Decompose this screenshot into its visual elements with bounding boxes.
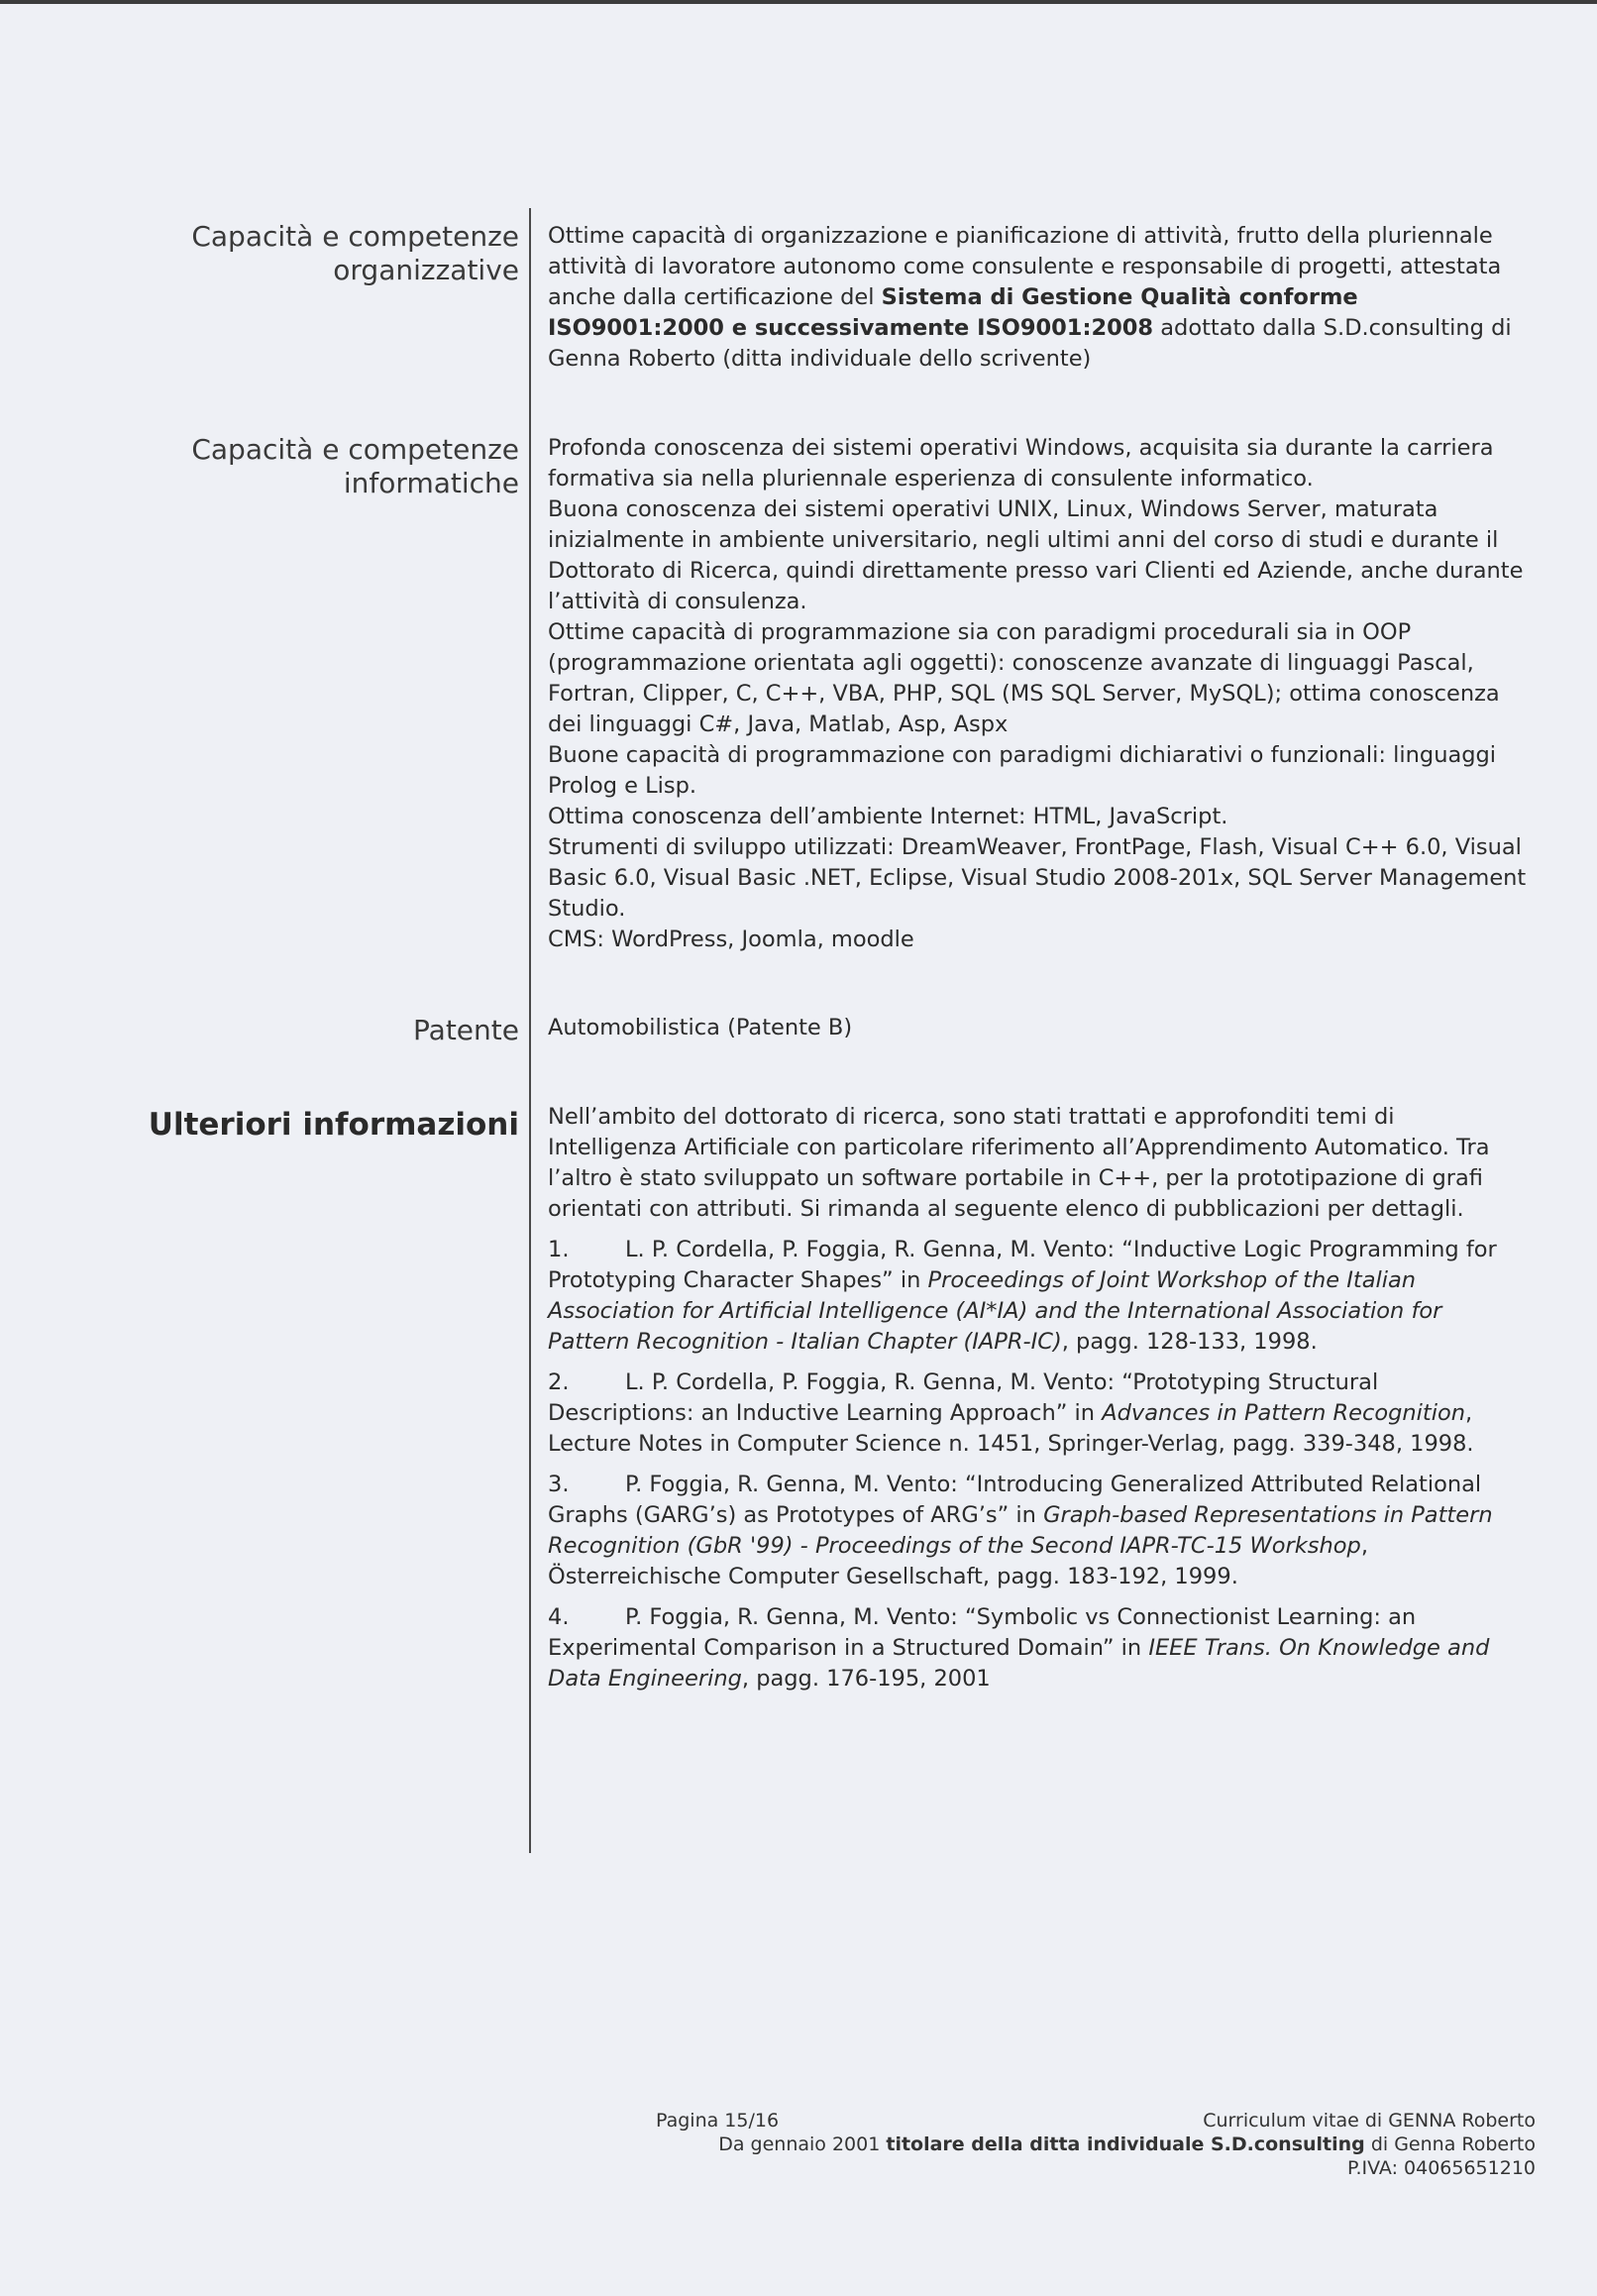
- informatiche-line: Ottima conoscenza dell’ambiente Internet: HTML, JavaScript.: [548, 804, 1228, 829]
- label-informatiche-line1: Capacità e competenze: [191, 433, 519, 466]
- organizzative-paragraph: [548, 221, 1529, 375]
- footer-since-text-b: di Genna Roberto: [1364, 2133, 1536, 2155]
- label-organizzative-line1: Capacità e competenze: [191, 220, 519, 253]
- organizzative-text-a: Ottime capacità di organizzazione e pianificazione di attività, frutto della pluriennale attività di lavoratore autonomo come consulente e responsabile di progetti, attestata anche dalla certificazione del: [548, 223, 1502, 310]
- label-organizzative: [103, 220, 519, 287]
- publication-venue: Graph-based Representations in Pattern Recognition (GbR '99) - Proceedings of the Second IAPR-TC-15 Workshop: [548, 1502, 1493, 1559]
- informatiche-line: Strumenti di sviluppo utilizzati: DreamWeaver, FrontPage, Flash, Visual C++ 6.0, Visual Basic 6.0, Visual Basic .NET, Eclipse, Visual Studio 2008-201x, SQL Server Management Studio.: [548, 834, 1527, 922]
- label-informatiche: [103, 433, 519, 500]
- content-patente: [548, 1013, 1529, 1043]
- publication-number: 4.: [548, 1604, 570, 1630]
- publication-entry: [548, 1470, 1529, 1592]
- patente-text: Automobilistica (Patente B): [548, 1015, 853, 1040]
- publication-entry: [548, 1235, 1529, 1358]
- publication-details: , pagg. 176-195, 2001: [741, 1666, 991, 1692]
- footer-cv-line: Curriculum vitae di GENNA Roberto: [1203, 2110, 1536, 2132]
- publication-entry: [548, 1602, 1529, 1695]
- publication-details: , Lecture Notes in Computer Science n. 1451, Springer-Verlag, pagg. 339-348, 1998.: [548, 1400, 1474, 1457]
- publication-number: 2.: [548, 1369, 570, 1395]
- organizzative-text-b: adottato dalla S.D.consulting di Genna Roberto (ditta individuale dello scrivente): [548, 315, 1512, 372]
- publication-number: 3.: [548, 1472, 570, 1497]
- content-ulteriori: [548, 1102, 1529, 1695]
- informatiche-line: Buone capacità di programmazione con paradigmi dichiarativi o funzionali: linguaggi Prolog e Lisp.: [548, 742, 1497, 799]
- footer-info: [545, 2109, 1536, 2180]
- footer-since-line: [545, 2132, 1536, 2156]
- content-organizzative: [548, 221, 1529, 375]
- publication-details: , pagg. 128-133, 1998.: [1061, 1329, 1318, 1355]
- footer-page-number: Pagina 15/16: [656, 2110, 780, 2132]
- publication-authors: L. P. Cordella, P. Foggia, R. Genna, M. Vento: “Prototyping Structural Descriptions: an Inductive Learning Approach” in: [548, 1369, 1379, 1426]
- informatiche-line: Buona conoscenza dei sistemi operativi UNIX, Linux, Windows Server, maturata inizialmente in ambiente universitario, negli ultimi anni del corso di studi e durante il Dottorato di Ricerca, quindi direttamente presso vari Clienti ed Aziende, anche durante l’attività di consulenza.: [548, 496, 1524, 614]
- footer-piva: P.IVA: 04065651210: [1347, 2157, 1536, 2179]
- publication-authors: P. Foggia, R. Genna, M. Vento: “Introducing Generalized Attributed Relational Graphs (GARG’s) as Prototypes of ARG’s” in: [548, 1472, 1482, 1528]
- label-patente: Patente: [413, 1014, 519, 1046]
- publication-venue: Advances in Pattern Recognition: [1102, 1400, 1466, 1426]
- column-divider: [529, 208, 531, 1853]
- scan-top-edge: [0, 0, 1597, 4]
- publication-number: 1.: [548, 1237, 570, 1262]
- publication-venue: Proceedings of Joint Workshop of the Italian Association for Artificial Intelligence (AI*IA) and the International Association for Pattern Recognition - Italian Chapter (IAPR-IC): [548, 1267, 1442, 1355]
- informatiche-line: Ottime capacità di programmazione sia con paradigmi procedurali sia in OOP (programmazione orientata agli oggetti): conoscenze avanzate di linguaggi Pascal, Fortran, Clipper, C, C++, VBA, PHP, SQL (MS SQL Server, MySQL); ottima conoscenza dei linguaggi C#, Java, Matlab, Asp, Aspx: [548, 619, 1500, 737]
- informatiche-line: CMS: WordPress, Joomla, moodle: [548, 927, 914, 952]
- ulteriori-intro: Nell’ambito del dottorato di ricerca, sono stati trattati e approfonditi temi di Intelligenza Artificiale con particolare riferimento all’Apprendimento Automatico. Tra l’altro è stato sviluppato un software portabile in C++, per la prototipazione di grafi orientati con attributi. Si rimanda al seguente elenco di pubblicazioni per dettagli.: [548, 1104, 1490, 1222]
- publication-venue: IEEE Trans. On Knowledge and Data Engineering: [548, 1635, 1490, 1692]
- publication-entry: [548, 1367, 1529, 1460]
- informatiche-line: Profonda conoscenza dei sistemi operativi Windows, acquisita sia durante la carriera formativa sia nella pluriennale esperienza di consulente informatico.: [548, 435, 1494, 492]
- footer-since-text-bold: titolare della ditta individuale S.D.consulting: [886, 2133, 1365, 2155]
- content-informatiche: [548, 433, 1529, 955]
- label-ulteriori: Ulteriori informazioni: [148, 1107, 519, 1143]
- publication-authors: P. Foggia, R. Genna, M. Vento: “Symbolic vs Connectionist Learning: an Experimental Comparison in a Structured Domain” in: [548, 1604, 1417, 1661]
- publication-authors: L. P. Cordella, P. Foggia, R. Genna, M. Vento: “Inductive Logic Programming for Prototyping Character Shapes” in: [548, 1237, 1497, 1293]
- publication-details: , Österreichische Computer Gesellschaft, pagg. 183-192, 1999.: [548, 1533, 1368, 1589]
- organizzative-text-bold: Sistema di Gestione Qualità conforme ISO9001:2000 e successivamente ISO9001:2008: [548, 284, 1358, 341]
- footer-since-text-a: Da gennaio 2001: [718, 2133, 887, 2155]
- label-organizzative-line2: organizzative: [333, 254, 519, 286]
- label-informatiche-line2: informatiche: [343, 467, 519, 499]
